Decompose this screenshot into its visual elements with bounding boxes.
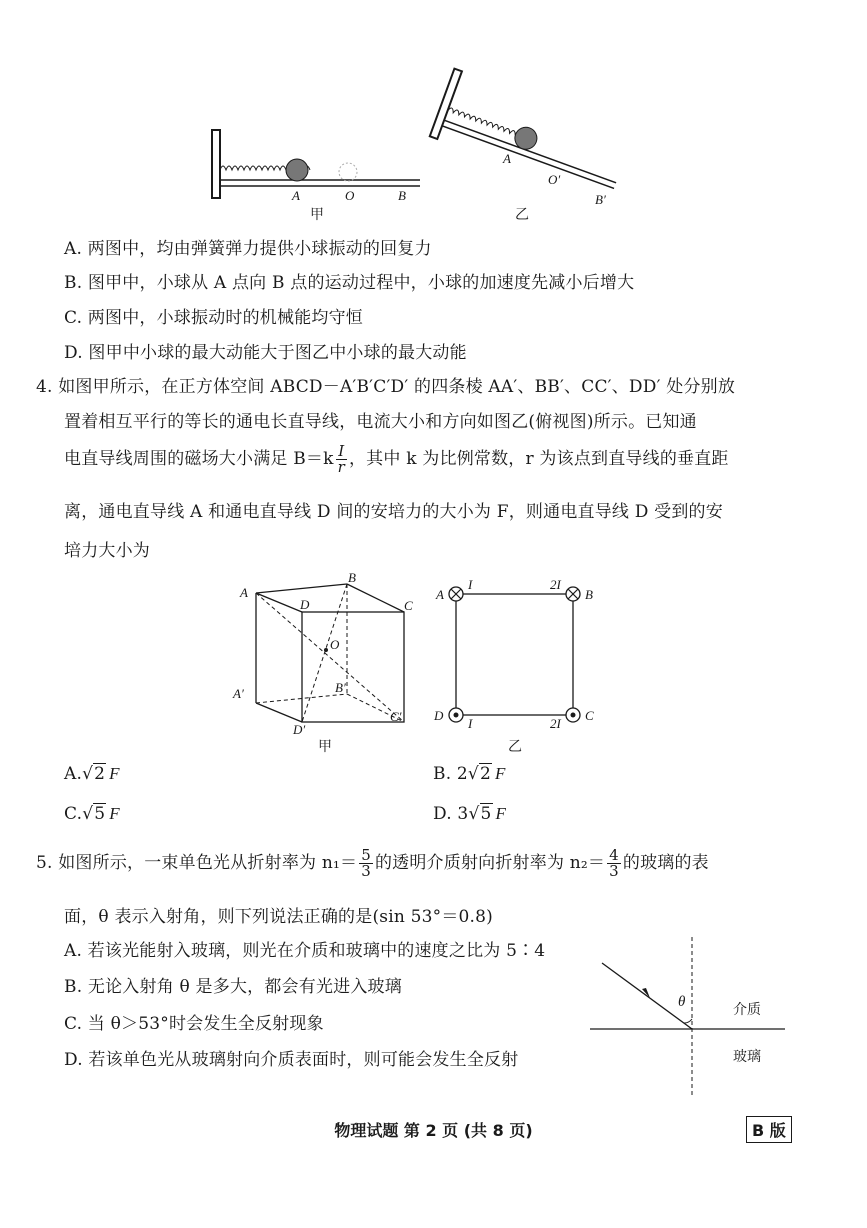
q4-stem-line5: 培力大小为 [64, 541, 150, 561]
q4-option-c-sqrt: √5 [82, 804, 106, 824]
q4-top-label-b: B [585, 587, 593, 602]
q4-formula-den: r [337, 458, 345, 476]
q4-top-label-c: C [585, 708, 594, 723]
q3-jia-label-b: B [398, 188, 406, 203]
q4-option-a-rad: 2 [94, 764, 106, 784]
q3-option-a: A. 两图中，均由弹簧弹力提供小球振动的回复力 [64, 239, 432, 259]
q5-theta-label: θ [678, 994, 686, 1010]
q3-yi-label-o: O′ [548, 172, 561, 187]
q5-glass-label: 玻璃 [733, 1049, 761, 1065]
q5-option-a: A. 若该光能射入玻璃，则光在介质和玻璃中的速度之比为 5∶4 [64, 941, 546, 961]
q3-option-d: D. 图甲中小球的最大动能大于图乙中小球的最大动能 [64, 343, 467, 363]
q4-option-a-post: F [109, 764, 120, 783]
q4-cube-label-d: D [300, 597, 310, 612]
q3-figure-yi [425, 62, 630, 212]
q4-cube-label-c: C [404, 598, 413, 613]
q4-option-c-post: F [109, 804, 120, 823]
q4-cube-label-a1: A′ [233, 686, 244, 701]
q4-option-b-post: F [495, 764, 506, 783]
version-badge: B 版 [746, 1116, 792, 1143]
q4-option-d-sqrt: √5 [468, 804, 492, 824]
q4-top-label-ic: 2I [550, 716, 561, 731]
q4-option-b-pre: B. 2 [433, 764, 468, 784]
q3-jia-label-a: A [292, 188, 300, 203]
q4-cube-label-b: B [348, 570, 356, 585]
q5-stem-line1-b: 的透明介质射向折射率为 n₂＝ [374, 853, 606, 873]
q5-option-b: B. 无论入射角 θ 是多大，都会有光进入玻璃 [64, 977, 402, 997]
q5-n2-den: 3 [609, 862, 619, 880]
page-footer: 物理试题 第 2 页 (共 8 页) [334, 1121, 533, 1140]
q4-cube-label-b1: B′ [335, 680, 346, 695]
q4-top-caption: 乙 [508, 739, 522, 755]
q4-cube-caption: 甲 [318, 739, 332, 755]
q5-stem-line1-c: 的玻璃的表 [622, 853, 709, 873]
q4-top-label-id: I [468, 716, 473, 731]
q4-option-c [64, 804, 120, 824]
q5-n2-fraction [607, 848, 621, 879]
q4-option-b-rad: 2 [479, 764, 491, 784]
q4-stem-line1: 4. 如图甲所示，在正方体空间 ABCD－A′B′C′D′ 的四条棱 AA′、BB′、CC′、DD′ 处分别放 [36, 377, 736, 397]
q3-yi-label-b: B′ [595, 192, 606, 207]
q4-cube-label-c1: C′ [390, 709, 402, 724]
q4-stem-line3-b: ，其中 k 为比例常数，r 为该点到直导线的垂直距 [348, 449, 729, 469]
q4-top-label-d: D [434, 708, 444, 723]
q4-top-label-a: A [436, 587, 444, 602]
q4-option-d-pre: D. 3 [433, 804, 469, 824]
q4-cube-label-o: O [330, 637, 340, 652]
q5-n1-num: 5 [361, 846, 371, 864]
q4-formula-num: I [336, 444, 347, 460]
q4-cube-label-d1: D′ [293, 722, 306, 737]
q4-option-a-sqrt: √2 [82, 764, 106, 784]
q4-stem-line4: 离，通电直导线 A 和通电直导线 D 间的安培力的大小为 F，则通电直导线 D 受到的安 [64, 502, 723, 522]
q5-n2-num: 4 [609, 846, 619, 864]
q3-jia-caption: 甲 [310, 207, 324, 223]
q4-stem-line3-a: 电直导线周围的磁场大小满足 B＝k [64, 449, 334, 469]
q4-option-d-rad: 5 [480, 804, 492, 824]
q4-option-d [433, 804, 506, 824]
q4-top-label-ia: I [468, 577, 473, 592]
q5-medium-label: 介质 [733, 1002, 761, 1018]
q5-stem-line1-a: 5. 如图所示，一束单色光从折射率为 n₁＝ [36, 853, 358, 873]
q3-yi-label-a: A [503, 151, 511, 166]
q4-option-c-pre: C. [64, 804, 83, 824]
q5-stem-line1 [36, 848, 709, 879]
q5-n1-fraction [359, 848, 373, 879]
q4-stem-line2: 置着相互平行的等长的通电长直导线，电流大小和方向如图乙(俯视图)所示。已知通 [64, 412, 697, 432]
q4-top-label-ib: 2I [550, 577, 561, 592]
q4-option-d-post: F [495, 804, 507, 823]
q5-n1-den: 3 [361, 862, 371, 880]
q5-option-c: C. 当 θ＞53°时会发生全反射现象 [64, 1014, 324, 1034]
q3-jia-label-o: O [345, 188, 355, 203]
q4-option-c-rad: 5 [94, 804, 106, 824]
q3-yi-caption: 乙 [515, 207, 529, 223]
q4-figure-topview [440, 580, 590, 730]
q4-option-b-sqrt: √2 [467, 764, 491, 784]
q5-option-d: D. 若该单色光从玻璃射向介质表面时，则可能会发生全反射 [64, 1050, 519, 1070]
q3-option-c: C. 两图中，小球振动时的机械能均守恒 [64, 308, 364, 328]
q4-option-a [64, 764, 120, 784]
q4-stem-line3 [64, 444, 729, 475]
q3-option-b: B. 图甲中，小球从 A 点向 B 点的运动过程中，小球的加速度先减小后增大 [64, 273, 635, 293]
q5-stem-line2: 面，θ 表示入射角，则下列说法正确的是(sin 53°＝0.8) [64, 907, 493, 927]
q4-option-a-pre: A. [64, 764, 83, 784]
q4-option-b [433, 764, 506, 784]
q4-formula-fraction [336, 444, 347, 475]
q4-cube-label-a: A [240, 585, 248, 600]
